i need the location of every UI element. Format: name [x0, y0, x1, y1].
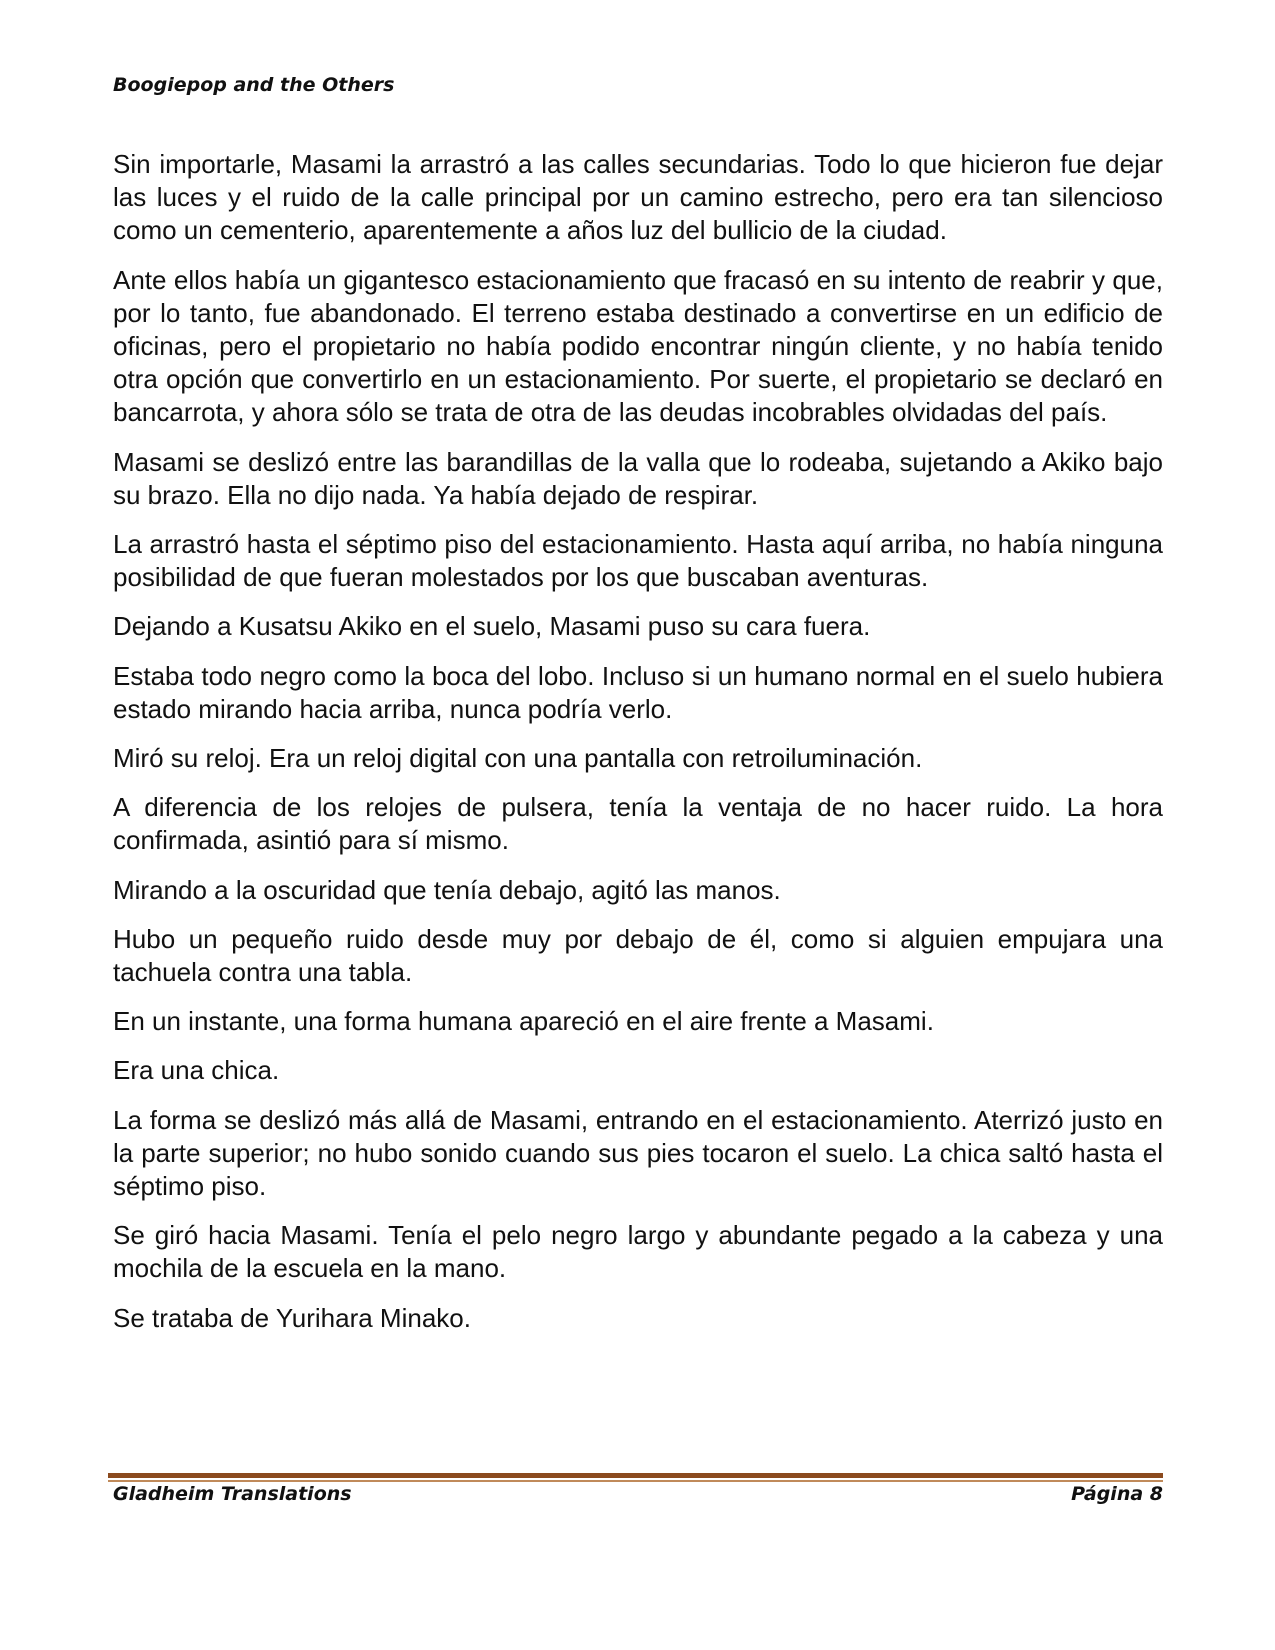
- paragraph: Se giró hacia Masami. Tenía el pelo negro largo y abundante pegado a la cabeza y una mochila de la escuela en la mano.: [113, 1220, 1163, 1284]
- paragraph: Era una chica.: [113, 1055, 280, 1086]
- paragraph: Mirando a la oscuridad que tenía debajo, agitó las manos.: [113, 874, 781, 905]
- paragraph: Se trataba de Yurihara Minako.: [113, 1302, 471, 1333]
- running-header: Boogiepop and the Others: [113, 74, 395, 96]
- paragraph: Dejando a Kusatsu Akiko en el suelo, Masami puso su cara fuera.: [113, 611, 871, 642]
- paragraph: Sin importarle, Masami la arrastró a las calles secundarias. Todo lo que hicieron fue dejar las luces y el ruido de la calle principal por un camino estrecho, pero era tan silencioso como un cementerio, aparentemente a años luz del bullicio de la ciudad.: [113, 149, 1163, 246]
- paragraph: Miró su reloj. Era un reloj digital con una pantalla con retroiluminación.: [113, 743, 923, 774]
- paragraph: Ante ellos había un gigantesco estacionamiento que fracasó en su intento de reabrir y que, por lo tanto, fue abandonado. El terreno estaba destinado a convertirse en un edificio de oficinas, pero el propietario no había podido encontrar ningún cliente, y no había tenido otra opción que convertirlo en un estacionamiento. Por suerte, el propietario se declaró en bancarrota, y ahora sólo se trata de otra de las deudas incobrables olvidadas del país.: [113, 264, 1163, 428]
- paragraph: La forma se deslizó más allá de Masami, entrando en el estacionamiento. Aterrizó justo en la parte superior; no hubo sonido cuando sus pies tocaron el suelo. La chica saltó hasta el séptimo piso.: [113, 1104, 1163, 1202]
- footer-divider: [108, 1473, 1163, 1478]
- footer-divider-thin: [108, 1480, 1163, 1482]
- body-text: [113, 148, 1163, 1351]
- footer-page-number: Página 8: [1071, 1483, 1163, 1505]
- paragraph: A diferencia de los relojes de pulsera, tenía la ventaja de no hacer ruido. La hora confirmada, asintió para sí mismo.: [113, 792, 1163, 856]
- footer-publisher: Gladheim Translations: [113, 1483, 352, 1505]
- paragraph: En un instante, una forma humana apareció en el aire frente a Masami.: [113, 1006, 934, 1037]
- paragraph: Masami se deslizó entre las barandillas de la valla que lo rodeaba, sujetando a Akiko bajo su brazo. Ella no dijo nada. Ya había dejado de respirar.: [113, 446, 1163, 510]
- paragraph: La arrastró hasta el séptimo piso del estacionamiento. Hasta aquí arriba, no había ninguna posibilidad de que fueran molestados por los que buscaban aventuras.: [113, 529, 1163, 593]
- paragraph: Hubo un pequeño ruido desde muy por debajo de él, como si alguien empujara una tachuela contra una tabla.: [113, 923, 1163, 988]
- paragraph: Estaba todo negro como la boca del lobo. Incluso si un humano normal en el suelo hubiera estado mirando hacia arriba, nunca podría verlo.: [113, 660, 1163, 724]
